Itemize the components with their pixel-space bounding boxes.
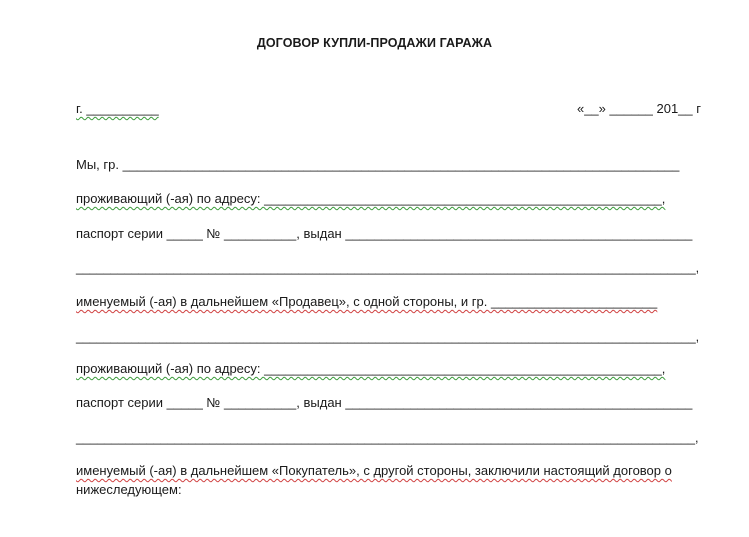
seller-named-line — [76, 294, 657, 310]
closing-line: нижеследующем: — [76, 482, 182, 497]
buyer-blank-line-2: ________________________________________________________________________________________, — [76, 430, 699, 445]
buyer-passport-line: паспорт серии _____ № __________, выдан ________________________________________________ — [76, 395, 693, 410]
date-field: «__» ______ 201__ г — [576, 101, 701, 116]
buyer-named-text: именуемый (-ая) в дальнейшем «Покупатель», с другой стороны, заключили настоящий договор о — [76, 463, 672, 478]
city-line: г. __________ — [76, 101, 159, 116]
seller-blank-line: _________________________________________________________________________________________, — [76, 260, 700, 275]
seller-address-text: проживающий (-ая) по адресу: _______________________________________________________, — [76, 191, 666, 206]
buyer-address-line — [76, 361, 665, 377]
city-field — [76, 101, 159, 116]
buyer-blank-line-1: _________________________________________________________________________________________, — [76, 329, 700, 344]
seller-named-text: именуемый (-ая) в дальнейшем «Продавец», с одной стороны, и гр. _______________________ — [76, 294, 658, 309]
seller-address-line — [76, 191, 665, 207]
seller-passport-line: паспорт серии _____ № __________, выдан ________________________________________________ — [76, 226, 693, 241]
buyer-named-line — [76, 463, 672, 479]
buyer-address-text: проживающий (-ая) по адресу: _______________________________________________________, — [76, 361, 666, 376]
document-title: ДОГОВОР КУПЛИ-ПРОДАЖИ ГАРАЖА — [256, 36, 493, 50]
parties-line-1: Мы, гр. _____________________________________________________________________________ — [76, 157, 680, 172]
